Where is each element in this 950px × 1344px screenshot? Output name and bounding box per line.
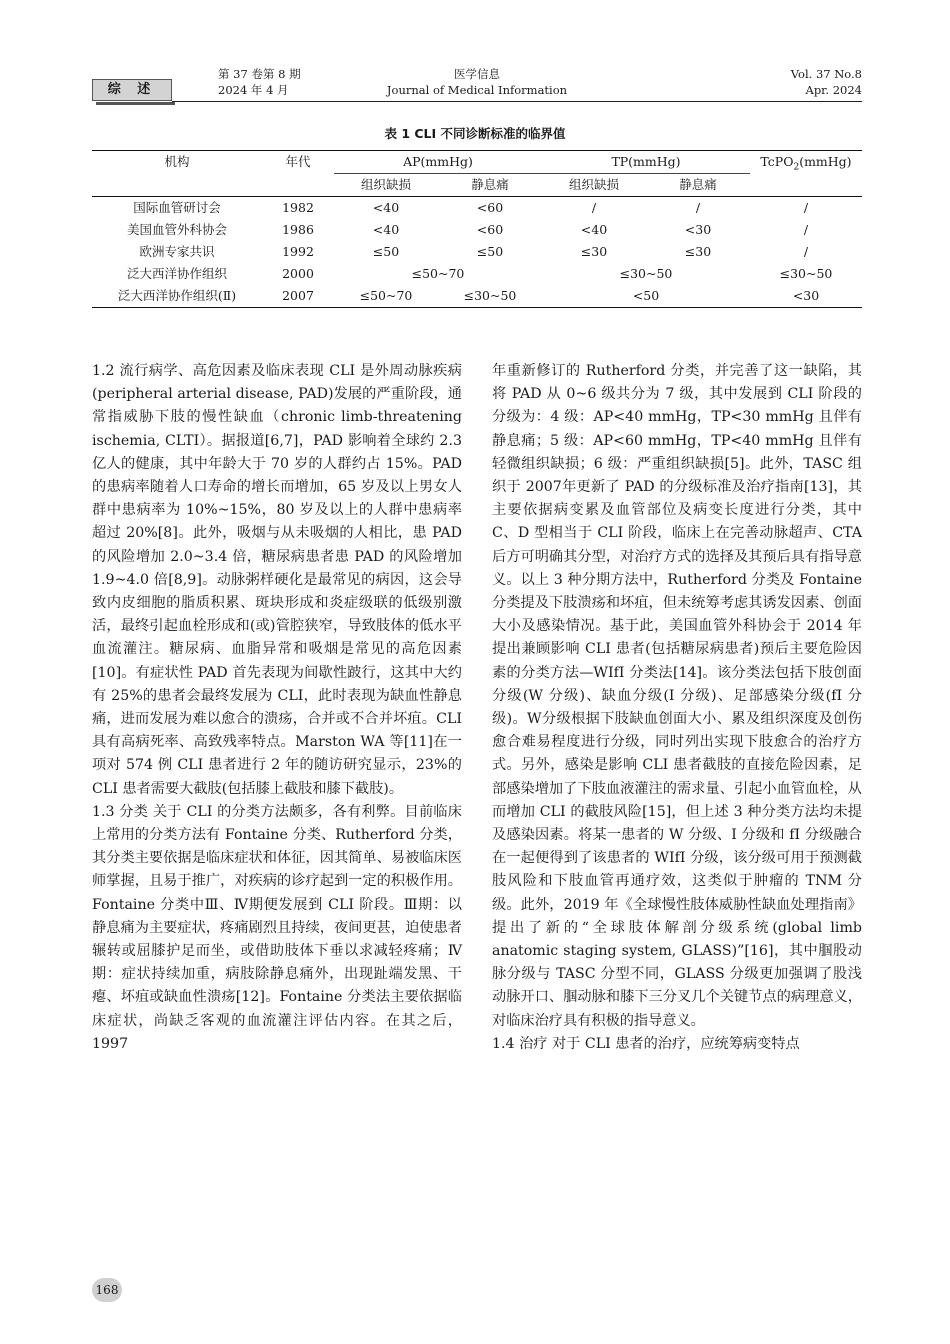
header-org: 机构 <box>92 151 262 197</box>
body-column-left <box>92 360 462 1056</box>
date-cn: 2024 年 4 月 <box>218 83 289 97</box>
table-row: 泛大西洋协作组织 2000 ≤50~70 ≤30~50 ≤30~50 <box>126 266 833 281</box>
criteria-table <box>92 150 862 308</box>
section-badge: 综 述 <box>92 79 172 101</box>
section-1-2-paragraph: 1.2 流行病学、高危因素及临床表现 CLI 是外周动脉疾病(peripheral arterial disease, PAD)发展的严重阶段，通常指威胁下肢的慢性缺血（chronic limb-threatening ischemia, CLTI）。据报道[6,7]，PAD 影响着全球约 2.3 亿人的健康，其中年龄大于 70 岁的人群约占 15%。PAD 的患病率随着人口寿命的增长而增加，65 岁及以上男女人群中患病率为 10%~15%，80 岁及以上的人群中患病率超过 20%[8]。此外，吸烟与从未吸烟的人相比，患 PAD 的风险增加 2.0~3.4 倍，糖尿病患者患 PAD 的风险增加 1.9~4.0 倍[8,9]。动脉粥样硬化是最常见的病因，这会导致内皮细胞的脂质积累、斑块形成和炎症级联的低级别激活，最终引起血栓形成和(或)管腔狭窄，导致肢体的低水平血流灌注。糖尿病、血脂异常和吸烟是常见的高危因素[10]。有症状性 PAD 首先表现为间歇性跛行，这其中大约有 25%的患者会最终发展为 CLI，此时表现为缺血性静息痛，进而发展为难以愈合的溃疡，合并或不合并坏疽。CLI 具有高病死率、高致残率特点。Marston WA 等[11]在一项对 574 例 CLI 患者进行 2 年的随访研究显示，23%的 CLI 患者需要大截肢(包括膝上截肢和膝下截肢)。 <box>92 363 462 797</box>
date-en: Apr. 2024 <box>805 83 862 97</box>
section-1-3-continued-paragraph: 年重新修订的 Rutherford 分类，并完善了这一缺陷，其将 PAD 从 0~6 级共分为 7 级，其中发展到 CLI 阶段的分级为：4 级：AP<40 mmHg，TP<30 mmHg 且伴有静息痛；5 级：AP<60 mmHg，TP<40 mmHg 且伴有轻微组织缺损；6 级：严重组织缺损[5]。此外，TASC 组织于 2007年更新了 PAD 的分级标准及治疗指南[13]，其主要依据病变累及血管部位及病变长度进行分类，其中 C、D 型相当于 CLI 阶段，临床上在完善动脉超声、CTA 后方可明确其分型，对治疗方式的选择及其预后具有指导意义。以上 3 种分期方法中，Rutherford 分类及 Fontaine 分类提及下肢溃疡和坏疽，但未统筹考虑其诱发因素、创面大小及感染情况。基于此，美国血管外科协会于 2014 年提出兼顾影响 CLI 患者(包括糖尿病患者)预后主要危险因素的分类方法—WIfI 分类法[14]。该分类法包括下肢创面分级(W 分级)、缺血分级(I 分级)、足部感染分级(fI 分级)。W分级根据下肢缺血创面大小、累及组织深度及创伤愈合难易程度进行分级，同时列出实现下肢愈合的治疗方式。另外，感染是影响 CLI 患者截肢的直接危险因素，足部感染增加了下肢血液灌注的需求量、引起小血管血栓，从而增加 CLI 的截肢风险[15]，但上述 3 种分类方法均未提及感染因素。将某一患者的 W 分级、I 分级和 fI 分级融合在一起便得到了该患者的 WIfI 分级，该分级可用于预测截肢风险和下肢血管再通疗效，这类似于肿瘤的 TNM 分级。此外，2019 年《全球慢性肢体威胁性缺血处理指南》提出了新的“全球肢体解剖分级系统(global limb anatomic staging system, GLASS)”[16]，其中腘股动脉分级与 TASC 分型不同，GLASS 分级更加强调了股浅动脉开口、腘动脉和膝下三分叉几个关键节点的病理意义，对临床治疗具有积极的指导意义。 <box>492 363 862 1029</box>
header-year: 年代 <box>262 151 334 197</box>
table-row: 欧洲专家共识 1992 ≤50 ≤50 ≤30 ≤30 / <box>139 244 809 259</box>
journal-title <box>92 66 862 98</box>
section-1-4-paragraph: 1.4 治疗 对于 CLI 患者的治疗，应统筹病变特点 <box>492 1035 800 1052</box>
header-rule <box>172 101 862 102</box>
volume-en: Vol. 37 No.8 <box>790 67 862 81</box>
issue-info-en <box>791 66 862 98</box>
table-caption: 表 1 CLI 不同诊断标准的临界值 <box>384 126 566 141</box>
table-row: 国际血管研讨会 1982 <40 <60 / / / <box>133 200 809 215</box>
header-ap-rest: 静息痛 <box>471 177 509 192</box>
header-ap: AP(mmHg) <box>334 151 542 174</box>
table-row: 泛大西洋协作组织(Ⅱ) 2007 ≤50~70 ≤30~50 <50 <30 <box>92 285 862 308</box>
page-number: 168 <box>92 1278 122 1302</box>
page-header <box>92 64 862 108</box>
section-1-3-paragraph: 1.3 分类 关于 CLI 的分类方法颇多，各有利弊。目前临床上常用的分类方法有 Fontaine 分类、Rutherford 分类，其分类主要依据是临床症状和体征，因其简单、易被临床医师掌握，且易于推广，对疾病的诊疗起到一定的积极作用。Fontaine 分类中Ⅲ、Ⅳ期便发展到 CLI 阶段。Ⅲ期：以静息痛为主要症状，疼痛剧烈且持续，夜间更甚，迫使患者辗转或屈膝护足而坐，或借助肢体下垂以求减轻疼痛；Ⅳ期：症状持续加重，病肢除静息痛外，出现趾端发黑、干瘪、坏疽或缺血性溃疡[12]。Fontaine 分类法主要依据临床症状，尚缺乏客观的血流灌注评估内容。在其之后，1997 <box>92 803 462 1052</box>
body-column-right <box>492 360 862 1056</box>
header-ap-tissue: 组织缺损 <box>360 177 411 192</box>
header-tp-tissue: 组织缺损 <box>568 177 619 192</box>
header-tp: TP(mmHg) <box>542 151 750 174</box>
header-tcpo2: TcPO$_2$(mmHg) <box>750 151 862 197</box>
journal-en: Journal of Medical Information <box>386 83 568 97</box>
volume-cn: 第 37 卷第 8 期 <box>218 67 301 81</box>
table-row: 美国血管外科协会 1986 <40 <60 <40 <30 / <box>126 222 809 237</box>
journal-cn: 医学信息 <box>454 67 500 81</box>
table-header-row <box>92 151 862 174</box>
header-tp-rest: 静息痛 <box>679 177 717 192</box>
